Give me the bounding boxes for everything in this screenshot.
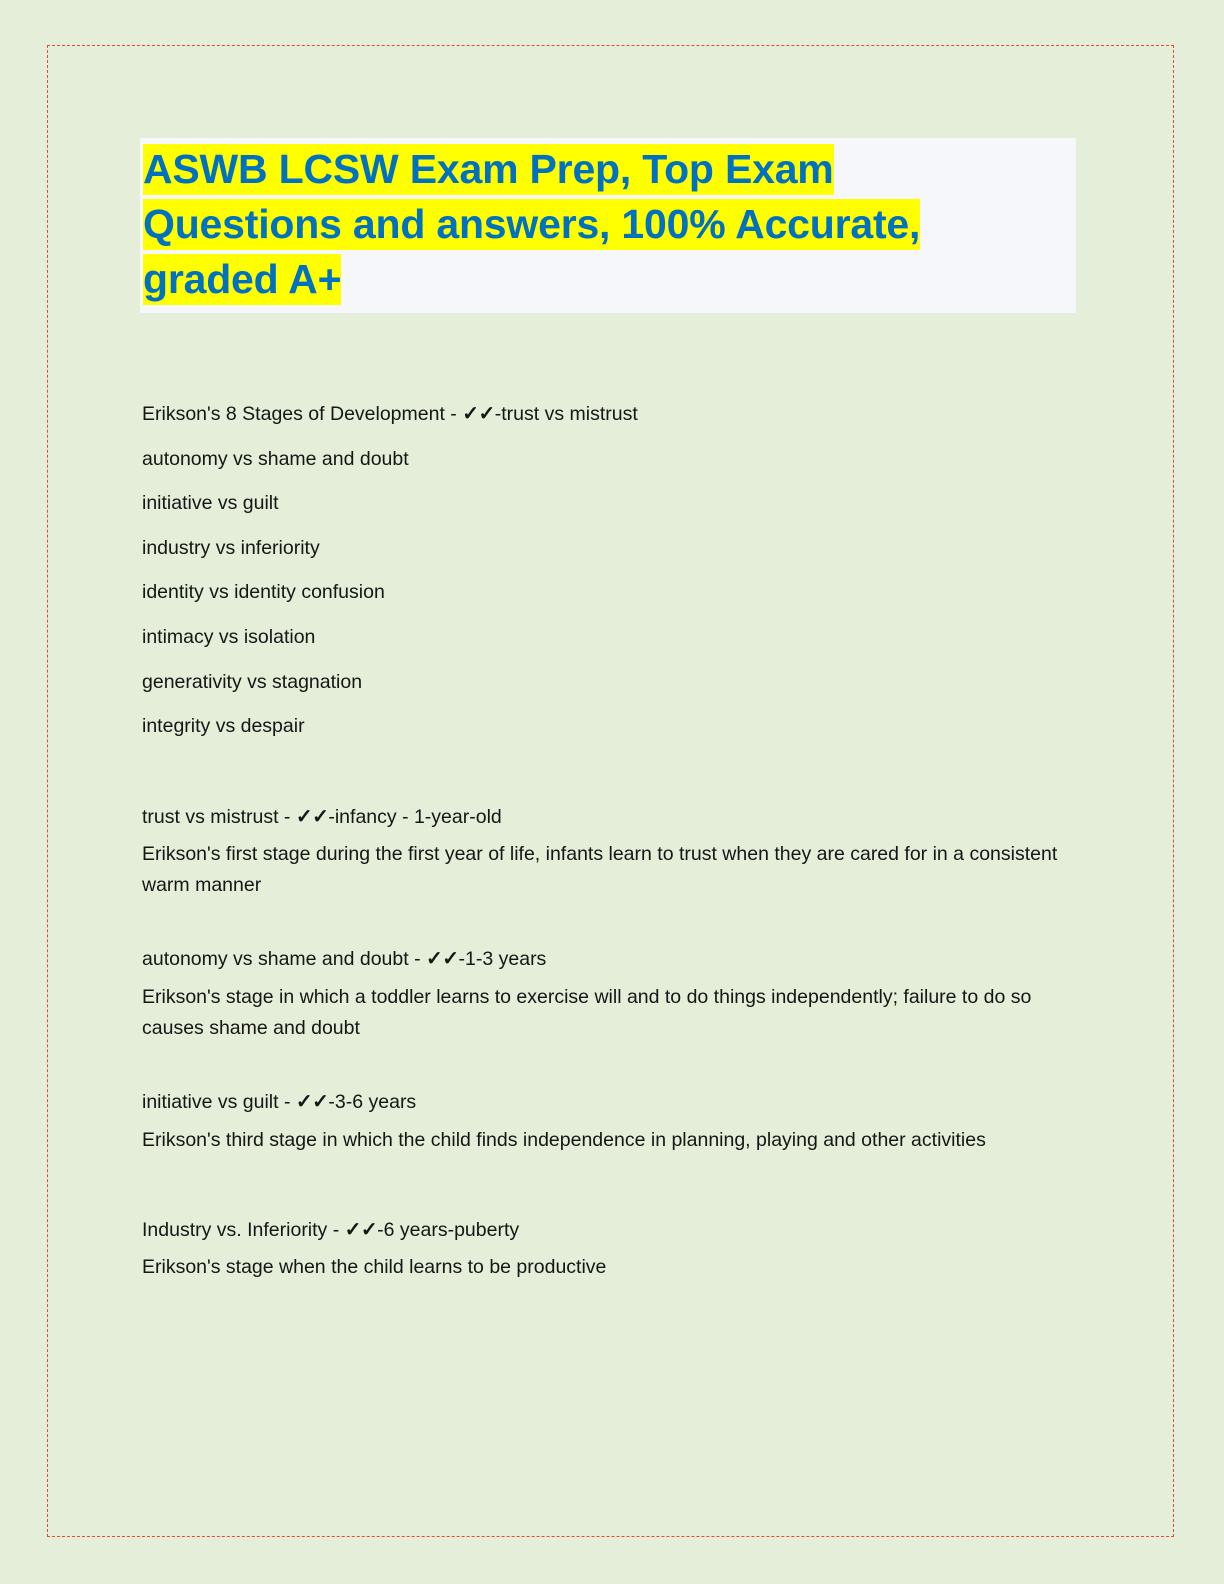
qa-answer-paragraph: Erikson's stage when the child learns to be productive <box>142 1256 607 1279</box>
document-title-block <box>140 138 1076 313</box>
section-gap <box>142 1044 1077 1080</box>
title-line-2: Questions and answers, 100% Accurate, <box>143 199 920 250</box>
section-gap <box>142 749 1077 795</box>
stage-list-item: generativity vs stagnation <box>142 670 363 693</box>
qa-answer-inline: -6 years-puberty <box>377 1218 520 1241</box>
stage-list-item: identity vs identity confusion <box>142 581 385 604</box>
checkmark-separator-icon: ✓✓ <box>344 1218 378 1241</box>
qa-question-text: trust vs mistrust - <box>142 805 291 828</box>
qa-answer-paragraph: Erikson's stage in which a toddler learns to exercise will and to do things independently; failure to do so causes shame and doubt <box>142 985 1032 1039</box>
stage-list-item: autonomy vs shame and doubt <box>142 447 409 470</box>
stage-list-item: intimacy vs isolation <box>142 625 316 648</box>
section-gap <box>142 1156 1077 1192</box>
qa-question-line <box>142 1080 1077 1125</box>
qa-answer-inline: -3-6 years <box>328 1090 417 1113</box>
section-erikson-stages <box>142 392 1077 749</box>
qa-answer-paragraph: Erikson's first stage during the first year of life, infants learn to trust when they are cared for in a consistent warm manner <box>142 843 1058 897</box>
qa-answer-inline: -1-3 years <box>458 948 547 971</box>
qa-item-industry-vs-inferiority <box>142 1208 1077 1284</box>
title-line-3: graded A+ <box>143 254 341 305</box>
qa-question-line <box>142 1208 1077 1253</box>
stages-answer-first: -trust vs mistrust <box>494 403 638 425</box>
checkmark-separator-icon: ✓✓ <box>426 948 459 971</box>
section-gap <box>142 901 1077 937</box>
qa-item-initiative-vs-guilt <box>142 1080 1077 1156</box>
document-body <box>142 392 1077 1283</box>
title-line-1: ASWB LCSW Exam Prep, Top Exam <box>143 144 834 195</box>
qa-item-autonomy-vs-shame-and-doubt <box>142 937 1077 1044</box>
qa-item-trust-vs-mistrust <box>142 795 1077 902</box>
stage-list-item: initiative vs guilt <box>142 492 279 515</box>
qa-question-text: initiative vs guilt - <box>142 1090 291 1113</box>
stages-question-line <box>142 392 1077 437</box>
qa-question-line <box>142 795 1077 840</box>
stage-list-item: industry vs inferiority <box>142 536 320 559</box>
checkmark-separator-icon: ✓✓ <box>462 403 495 425</box>
section-gap <box>142 1192 1077 1208</box>
checkmark-separator-icon: ✓✓ <box>295 1090 329 1113</box>
checkmark-separator-icon: ✓✓ <box>295 805 329 828</box>
stage-list-item: integrity vs despair <box>142 715 305 738</box>
qa-answer-paragraph: Erikson's third stage in which the child finds independence in planning, playing and other activities <box>142 1128 986 1151</box>
qa-question-line <box>142 937 1077 982</box>
qa-question-text: autonomy vs shame and doubt - <box>142 948 421 971</box>
qa-answer-inline: -infancy - 1-year-old <box>328 805 502 828</box>
qa-question-text: Industry vs. Inferiority - <box>142 1218 340 1241</box>
page-title <box>140 142 1053 307</box>
stages-question-text: Erikson's 8 Stages of Development - <box>142 403 457 425</box>
